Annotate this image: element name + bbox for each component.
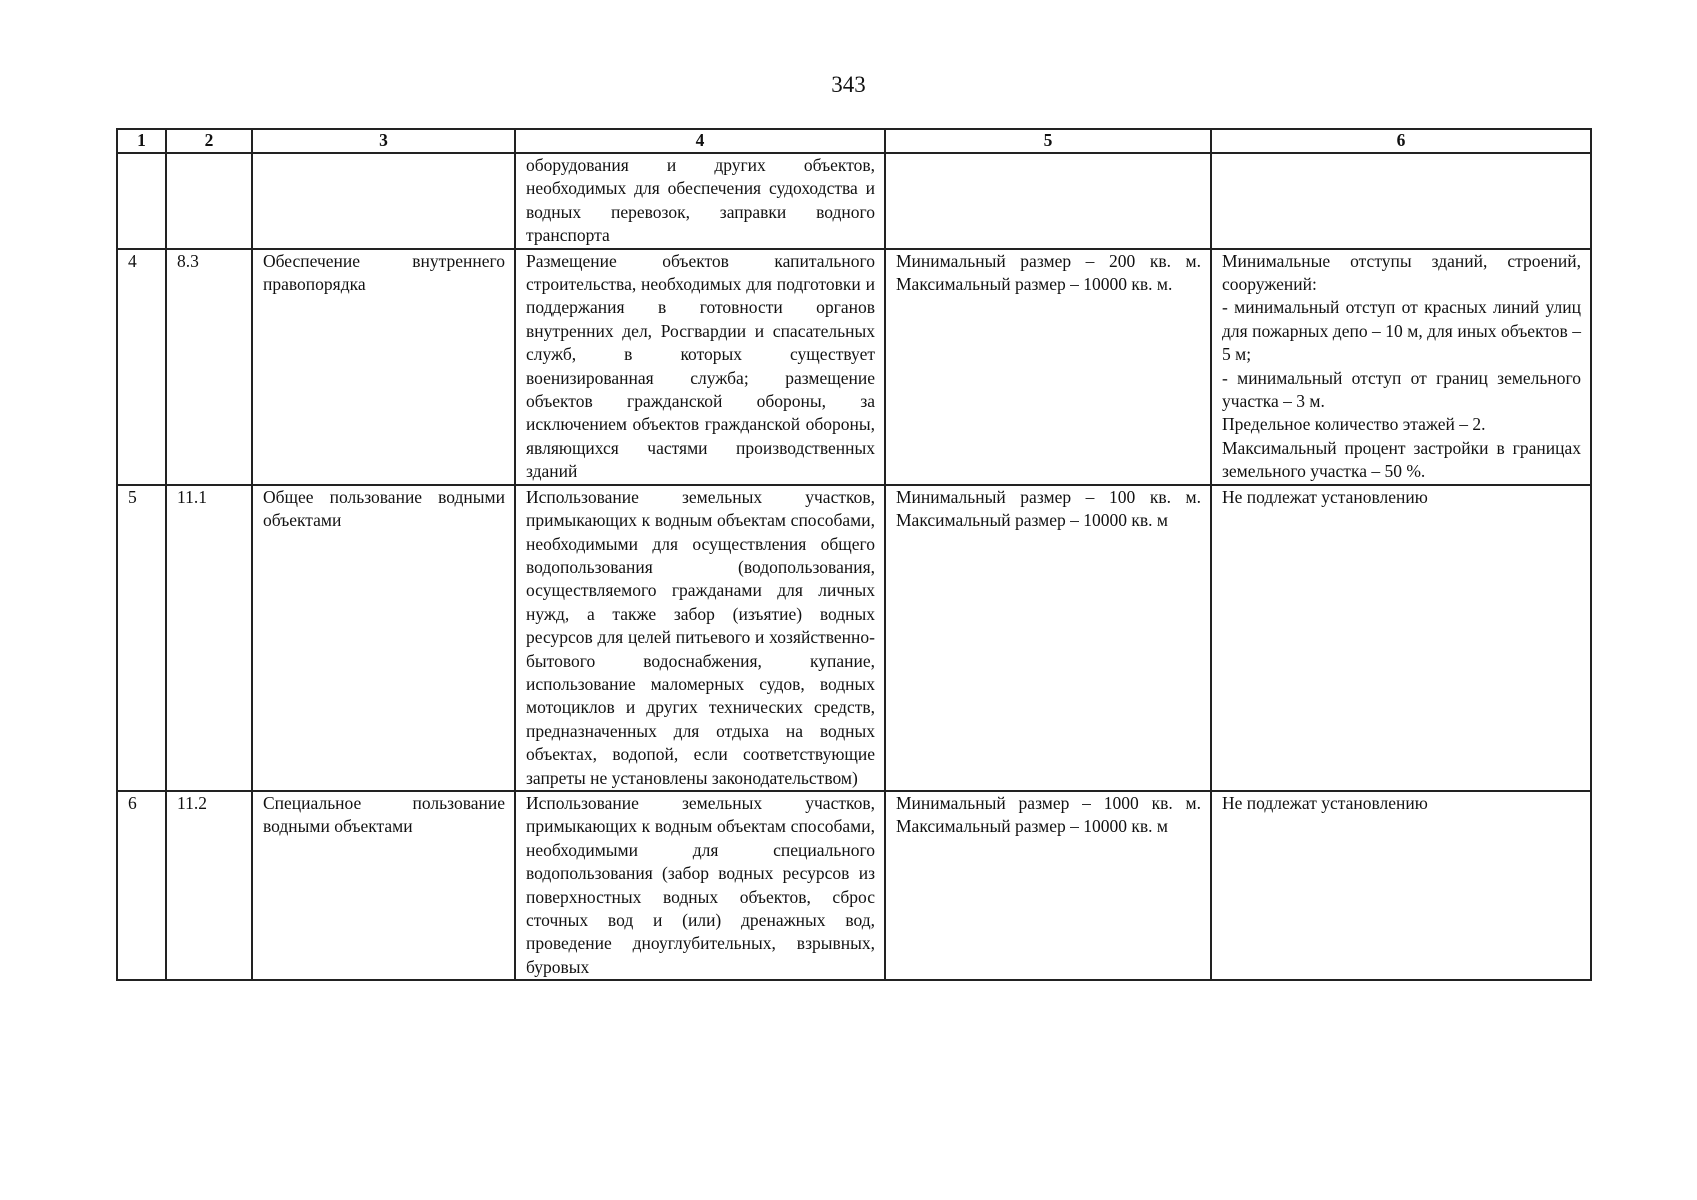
use-code-cell: 11.1 [166,485,252,791]
use-code-cell [166,153,252,249]
table-row [117,791,1591,980]
use-description-cell: Размещение объектов капитального строительства, необходимых для подготовки и поддержания в готовности органов внутренних дел, Росгвардии и спасательных служб, в которых существует военизированная служба; размещение объектов гражданской обороны, за исключением объектов гражданской обороны, являющихся частями производственных зданий [515,249,885,485]
limits-line: Предельное количество этажей – 2. [1222,414,1486,435]
use-code-cell: 11.2 [166,791,252,980]
limits-line: Не подлежат установлению [1222,486,1428,507]
limits-line: Не подлежат установлению [1222,792,1428,813]
limits-line: - минимальный отступ от границ земельного участка – 3 м. [1222,367,1581,412]
plot-size-cell: Минимальный размер – 100 кв. м. Максимальный размер – 10000 кв. м [885,485,1211,791]
table-row [117,485,1591,791]
row-number-cell: 5 [117,485,166,791]
column-header-5: 5 [885,129,1211,153]
page-number: 343 [831,72,866,97]
use-description-cell: Использование земельных участков, примыкающих к водным объектам способами, необходимыми для осуществления общего водопользования (водопользования, осуществляемого гражданами для личных нужд, а также забор (изъятие) водных ресурсов для целей питьевого и хозяйственно-бытового водоснабжения, купание, использование маломерных судов, водных мотоциклов и других технических средств, предназначенных для отдыха на водных объектах, водопой, если соответствующие запреты не установлены законодательством) [515,485,885,791]
table-row [117,153,1591,249]
use-description-cell: Использование земельных участков, примыкающих к водным объектам способами, необходимыми для специального водопользования (забор водных ресурсов из поверхностных водных объектов, сброс сточных вод и (или) дренажных вод, проведение дноуглубительных, взрывных, буровых [515,791,885,980]
limits-line: Максимальный процент застройки в границах земельного участка – 50 %. [1222,437,1581,482]
use-name-cell: Обеспечение внутреннего правопорядка [252,249,515,485]
column-header-3: 3 [252,129,515,153]
table-row [117,249,1591,485]
column-header-1: 1 [117,129,166,153]
plot-size-cell: Минимальный размер – 200 кв. м. Максимальный размер – 10000 кв. м. [885,249,1211,485]
table-header-row [117,129,1591,153]
use-name-cell: Специальное пользование водными объектами [252,791,515,980]
row-number-cell [117,153,166,249]
construction-limits-cell [1211,485,1591,791]
limits-line: - минимальный отступ от красных линий улиц для пожарных депо – 10 м, для иных объектов – 5 м; [1222,297,1581,365]
use-name-cell: Общее пользование водными объектами [252,485,515,791]
row-number-cell: 4 [117,249,166,485]
use-code-cell: 8.3 [166,249,252,485]
use-name-cell [252,153,515,249]
column-header-4: 4 [515,129,885,153]
limits-line: Минимальные отступы зданий, строений, сооружений: [1222,250,1581,295]
column-header-2: 2 [166,129,252,153]
construction-limits-cell [1211,249,1591,485]
use-description-cell: оборудования и других объектов, необходимых для обеспечения судоходства и водных перевозок, заправки водного транспорта [515,153,885,249]
plot-size-cell: Минимальный размер – 1000 кв. м. Максимальный размер – 10000 кв. м [885,791,1211,980]
column-header-6: 6 [1211,129,1591,153]
row-number-cell: 6 [117,791,166,980]
land-use-table [116,128,1592,981]
plot-size-cell [885,153,1211,249]
construction-limits-cell [1211,153,1591,249]
construction-limits-cell [1211,791,1591,980]
